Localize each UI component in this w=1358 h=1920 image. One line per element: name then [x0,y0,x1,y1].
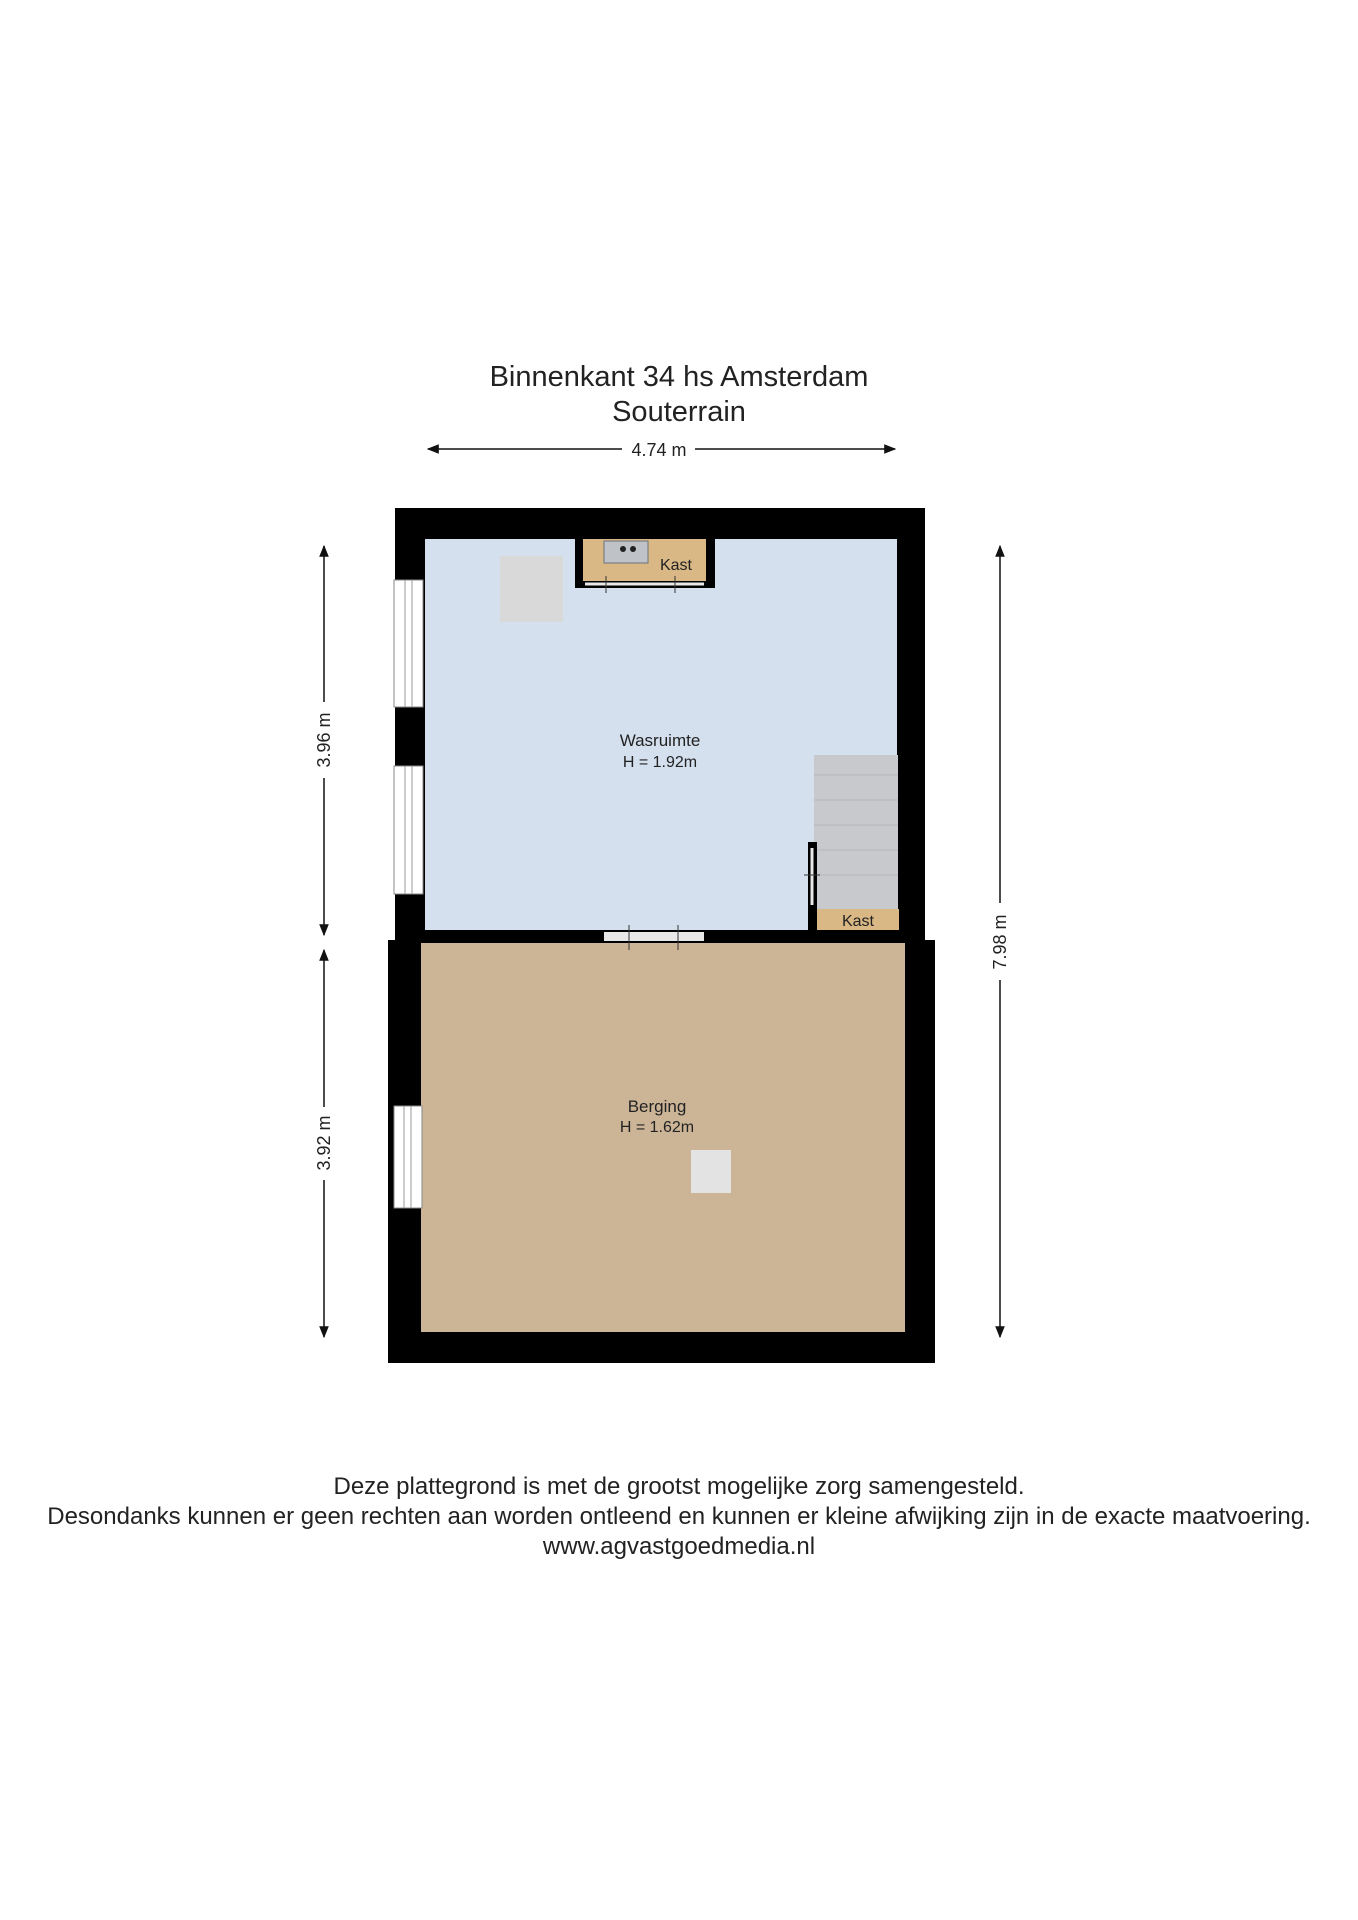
website-link[interactable]: www.agvastgoedmedia.nl [542,1533,816,1560]
window-upper-2 [394,766,423,894]
window-icon [394,580,423,707]
disclaimer-line-1: Deze plattegrond is met de grootst mogelijke zorg samengesteld. [333,1473,1025,1500]
disclaimer-line-2: Desondanks kunnen er geen rechten aan worden ontleend en kunnen er kleine afwijking zijn in de exacte maatvoering. [47,1503,1311,1530]
kast-right-label: Kast [841,913,875,930]
room-berging-floor [421,943,905,1332]
window-icon [394,766,423,894]
window-lower [394,1106,422,1208]
sink-tap-left [620,546,626,552]
dimension-left-lower [314,950,334,1337]
room-wasruimte-name: Wasruimte [619,731,701,750]
stairs-icon [814,755,898,909]
dimension-right-label: 7.98 m [990,914,1010,970]
dimension-left-lower-label: 3.92 m [314,1115,334,1171]
dimension-left-upper-label: 3.96 m [314,712,334,768]
dimension-top [428,440,895,460]
window-upper-1 [394,580,423,707]
sink-icon [604,541,648,563]
pillar-icon [691,1150,731,1193]
kast-top-label: Kast [659,557,693,574]
room-wasruimte-height: H = 1.92m [622,754,698,771]
appliance-icon [500,556,563,622]
room-berging-height: H = 1.62m [619,1119,695,1136]
stairs [814,755,898,909]
floor-subtitle: Souterrain [612,396,746,428]
kast-top [575,536,715,593]
room-berging-name: Berging [627,1097,687,1116]
dimension-width-label: 4.74 m [631,440,687,460]
plan-title: Binnenkant 34 hs Amsterdam [489,361,869,393]
door-icon [604,932,704,941]
dimension-right [990,546,1010,1337]
dimension-left-upper [314,546,334,935]
sink-tap-right [630,546,636,552]
window-icon [394,1106,422,1208]
